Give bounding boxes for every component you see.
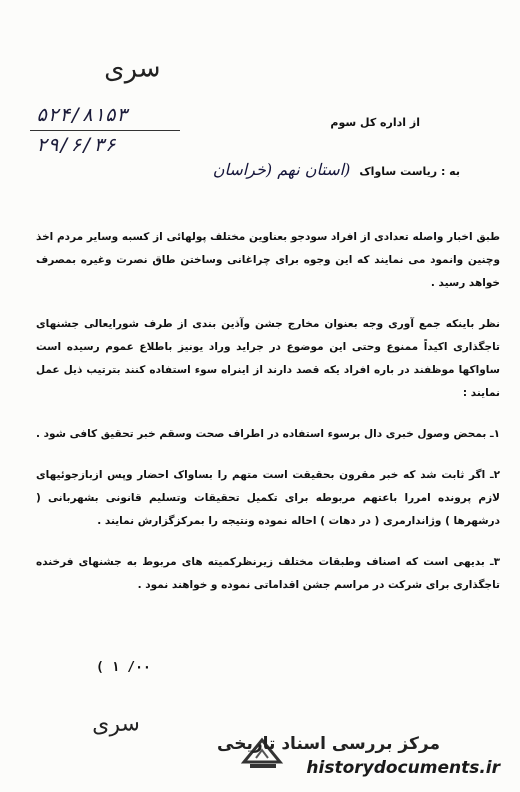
watermark-url: historydocuments.ir [306, 758, 500, 778]
paragraph-item-3: ۳ـ بدیهی است که اصناف وطبقات مختلف زیرنظرکمیته های مربوط به جشنهای فرخنده تاجگذاری برای شرکت در مراسم جشن اقداماتی نموده و خواهند نمود . [36, 556, 500, 591]
stamp-text: سری [103, 53, 161, 85]
recipient-label: به : ریاست ساواک [359, 165, 460, 178]
recipient-handwritten: (استان نهم (خراسان [212, 160, 351, 179]
classification-stamp-bottom [92, 711, 141, 738]
paragraph-intro: طبق اخبار واصله تعدادی از افراد سودجو بعناوین مختلف پولهائی از کسبه وسایر مردم اخذ وچنین وانمود می نمایند که این وجوه برای چراغانی وساختن طاق نصرت وغیره بمصرف خواهد رسید . [36, 231, 500, 289]
reference-date: ۲۹/۶/۳۶ [36, 134, 117, 156]
paragraph-item-2: ۲ـ اگر ثابت شد که خبر مقرون بحقیقت است متهم را بساواک احضار وپس ازبازجوئیهای لازم پرونده امررا باعتهم مربوطه برای تکمیل تحقیقات وتسلیم قانونی بشهربانی ( درشهرها ) وژاندارمری ( در دهات ) احاله نموده ونتیجه را بمرکزگزارش نمایند . [36, 469, 500, 527]
reference-divider [30, 130, 180, 131]
page-number: ( ۱ /۰۰ [96, 660, 151, 675]
paragraph-instruction: نظر باینکه جمع آوری وجه بعنوان مخارج جشن وآذین بندی از طرف شورایعالی جشنهای تاجگذاری اکیداً ممنوع وحتی این موضوع در جراید وراد یونیز باطلاع عموم رسیده است ساواکها موظفند در باره افراد یکه قصد دارند از اینراه سوء استفاده کنند بترتیب ذیل عمل نمایند : [36, 318, 500, 399]
archive-watermark [217, 730, 510, 784]
classification-stamp-top [103, 53, 160, 85]
recipient-line [213, 160, 460, 179]
reference-number: ۵۲۴/۸۱۵۳ [36, 104, 128, 126]
stamp-text: سری [91, 711, 141, 738]
sender-line: از اداره کل سوم [330, 116, 420, 129]
letter-body [36, 226, 500, 615]
paragraph-item-1: ۱ـ بمحض وصول خبری دال برسوء استفاده در اطراف صحت وسقم خبر تحقیق کافی شود . [36, 428, 500, 440]
watermark-title: مرکز بررسی اسناد تاریخی [217, 734, 440, 754]
